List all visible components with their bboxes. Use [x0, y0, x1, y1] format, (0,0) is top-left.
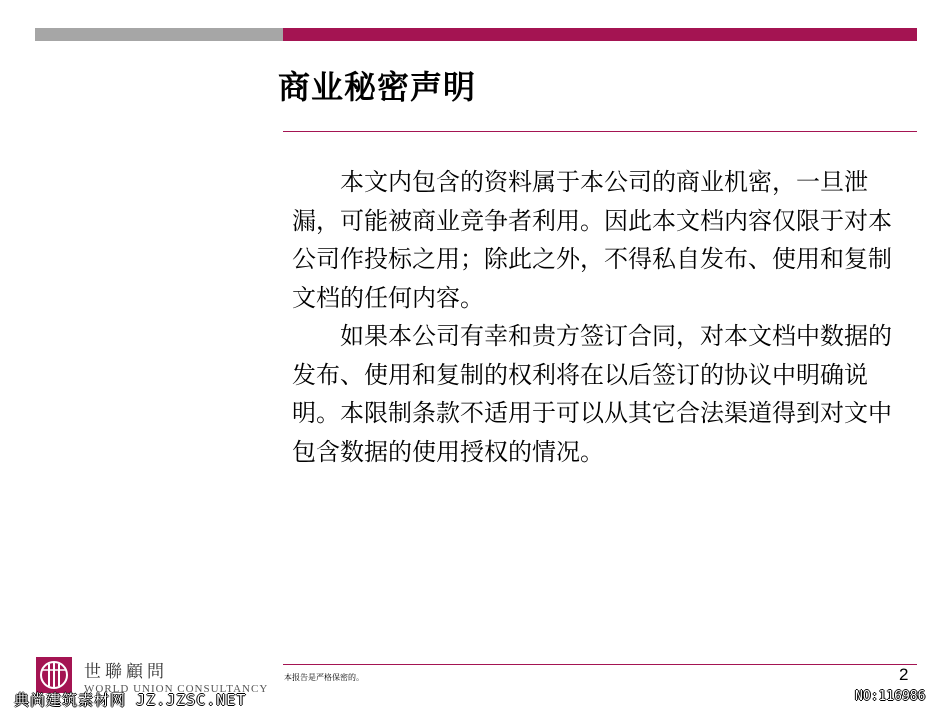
footer-divider [283, 664, 917, 665]
body-paragraph-1: 本文内包含的资料属于本公司的商业机密，一旦泄漏，可能被商业竞争者利用。因此本文档内容仅限于对本公司作投标之用；除此之外，不得私自发布、使用和复制文档的任何内容。 [292, 168, 892, 312]
watermark-number: NO:116986 [855, 689, 926, 704]
slide-title: 商业秘密声明 [278, 68, 477, 106]
world-union-logo-icon [36, 657, 72, 693]
body-paragraph-2: 如果本公司有幸和贵方签订合同，对本文档中数据的发布、使用和复制的权利将在以后签订的协议中明确说明。本限制条款不适用于可以从其它合法渠道得到对文中包含数据的使用授权的情况。 [292, 322, 892, 466]
body-text [292, 163, 912, 471]
header-bar-accent [283, 28, 917, 41]
logo-text-english: WORLD UNION CONSULTANCY [84, 683, 269, 695]
watermark-site: 典尚建筑素材网 JZ.JZSC.NET [14, 691, 247, 709]
page-number: 2 [899, 665, 909, 684]
confidential-note: 本报告是严格保密的。 [284, 673, 364, 682]
logo-text-chinese: 世聯顧問 [84, 662, 168, 682]
title-divider [283, 131, 917, 132]
header-bar-gray [35, 28, 283, 41]
